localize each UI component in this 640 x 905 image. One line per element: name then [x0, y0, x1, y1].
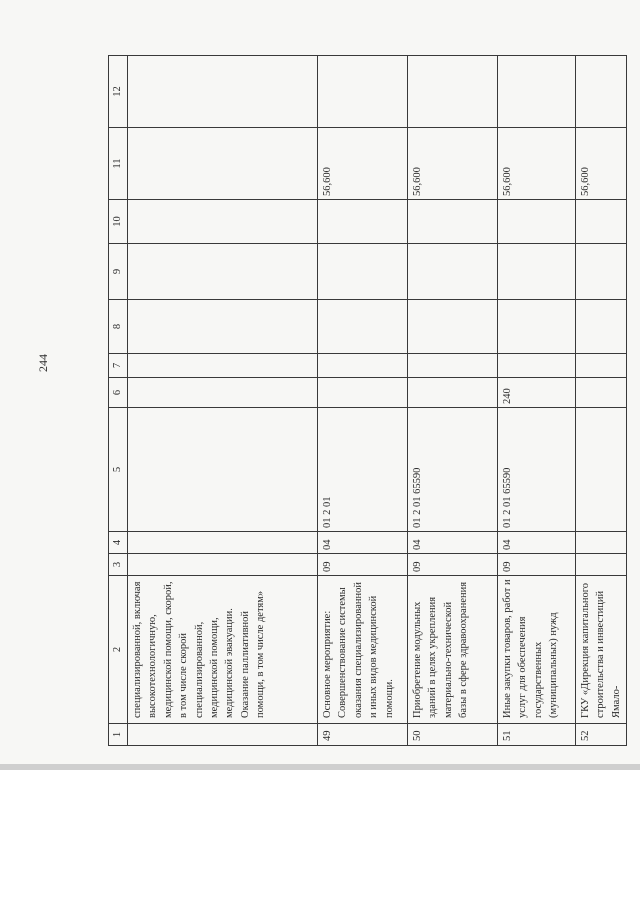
- cell-col4: 04: [498, 532, 576, 554]
- cell-col12: [318, 56, 408, 128]
- column-header: 1: [109, 724, 128, 746]
- cell-col9: [128, 244, 318, 300]
- cell-col5: 01 2 01 65590: [498, 408, 576, 532]
- cell-col11: 56,600: [318, 128, 408, 200]
- cell-col5: [576, 408, 627, 532]
- row-number: 49: [318, 724, 408, 746]
- cell-col8: [128, 300, 318, 354]
- table-row: [318, 56, 408, 746]
- cell-col10: [576, 200, 627, 244]
- cell-col11: 56,600: [408, 128, 498, 200]
- cell-col4: [576, 532, 627, 554]
- cell-col7: [128, 354, 318, 378]
- cell-col10: [408, 200, 498, 244]
- cell-col5: 01 2 01: [318, 408, 408, 532]
- column-header: 11: [109, 128, 128, 200]
- cell-col3: 09: [498, 554, 576, 576]
- cell-col11: [128, 128, 318, 200]
- column-header: 9: [109, 244, 128, 300]
- table-row: [576, 56, 627, 746]
- page-number: 244: [36, 354, 50, 372]
- row-name: Иные закупки товаров, работ и услуг для обеспечения государственных (муниципальных) нужд: [498, 576, 576, 724]
- cell-col3: [576, 554, 627, 576]
- cell-col6: 240: [498, 378, 576, 408]
- cell-col9: [576, 244, 627, 300]
- scan-edge: [0, 764, 640, 770]
- column-header: 6: [109, 378, 128, 408]
- rotated-table-sheet: [108, 56, 622, 746]
- cell-col3: [128, 554, 318, 576]
- row-number: [128, 724, 318, 746]
- cell-col12: [498, 56, 576, 128]
- cell-col12: [576, 56, 627, 128]
- cell-col7: [576, 354, 627, 378]
- cell-col6: [408, 378, 498, 408]
- cell-col11: 56,600: [498, 128, 576, 200]
- table-row: [498, 56, 576, 746]
- cell-col3: 09: [408, 554, 498, 576]
- cell-col9: [408, 244, 498, 300]
- cell-col7: [408, 354, 498, 378]
- cell-col10: [318, 200, 408, 244]
- column-header: 4: [109, 532, 128, 554]
- cell-col7: [318, 354, 408, 378]
- row-name: Приобретение модульных зданий в целях укрепления материально-технической базы в сфере здравоохранения: [408, 576, 498, 724]
- column-header: 8: [109, 300, 128, 354]
- budget-table: [108, 55, 627, 746]
- row-name: Основное мероприятие: Совершенствование системы оказания специализированной и иных видов медицинской помощи.: [318, 576, 408, 724]
- cell-col9: [318, 244, 408, 300]
- cell-col9: [498, 244, 576, 300]
- row-number: 51: [498, 724, 576, 746]
- table-row: [408, 56, 498, 746]
- row-name: ГКУ «Дирекция капитального строительства и инвестиций Ямало-: [576, 576, 627, 724]
- column-header: 10: [109, 200, 128, 244]
- cell-col4: 04: [318, 532, 408, 554]
- cell-col6: [318, 378, 408, 408]
- column-header: 3: [109, 554, 128, 576]
- cell-col12: [128, 56, 318, 128]
- cell-col10: [128, 200, 318, 244]
- cell-col3: 09: [318, 554, 408, 576]
- cell-col10: [498, 200, 576, 244]
- column-header: 2: [109, 576, 128, 724]
- header-row: [109, 56, 128, 746]
- column-header: 5: [109, 408, 128, 532]
- cell-col6: [128, 378, 318, 408]
- cell-col8: [576, 300, 627, 354]
- cell-col7: [498, 354, 576, 378]
- cell-col8: [498, 300, 576, 354]
- cell-col8: [408, 300, 498, 354]
- cell-col4: 04: [408, 532, 498, 554]
- cell-col8: [318, 300, 408, 354]
- cell-col5: [128, 408, 318, 532]
- cell-col12: [408, 56, 498, 128]
- cell-col5: 01 2 01 65590: [408, 408, 498, 532]
- row-name: специализированной, включая высокотехнологичную, медицинской помощи, скорой, в том числе скорой специализированной, медицинской помощи, медицинской эвакуации. Оказание паллиативной помощи, в том числе детям»: [128, 576, 318, 724]
- row-number: 52: [576, 724, 627, 746]
- table-row: [128, 56, 318, 746]
- column-header: 12: [109, 56, 128, 128]
- column-header: 7: [109, 354, 128, 378]
- cell-col4: [128, 532, 318, 554]
- cell-col6: [576, 378, 627, 408]
- cell-col11: 56,600: [576, 128, 627, 200]
- row-number: 50: [408, 724, 498, 746]
